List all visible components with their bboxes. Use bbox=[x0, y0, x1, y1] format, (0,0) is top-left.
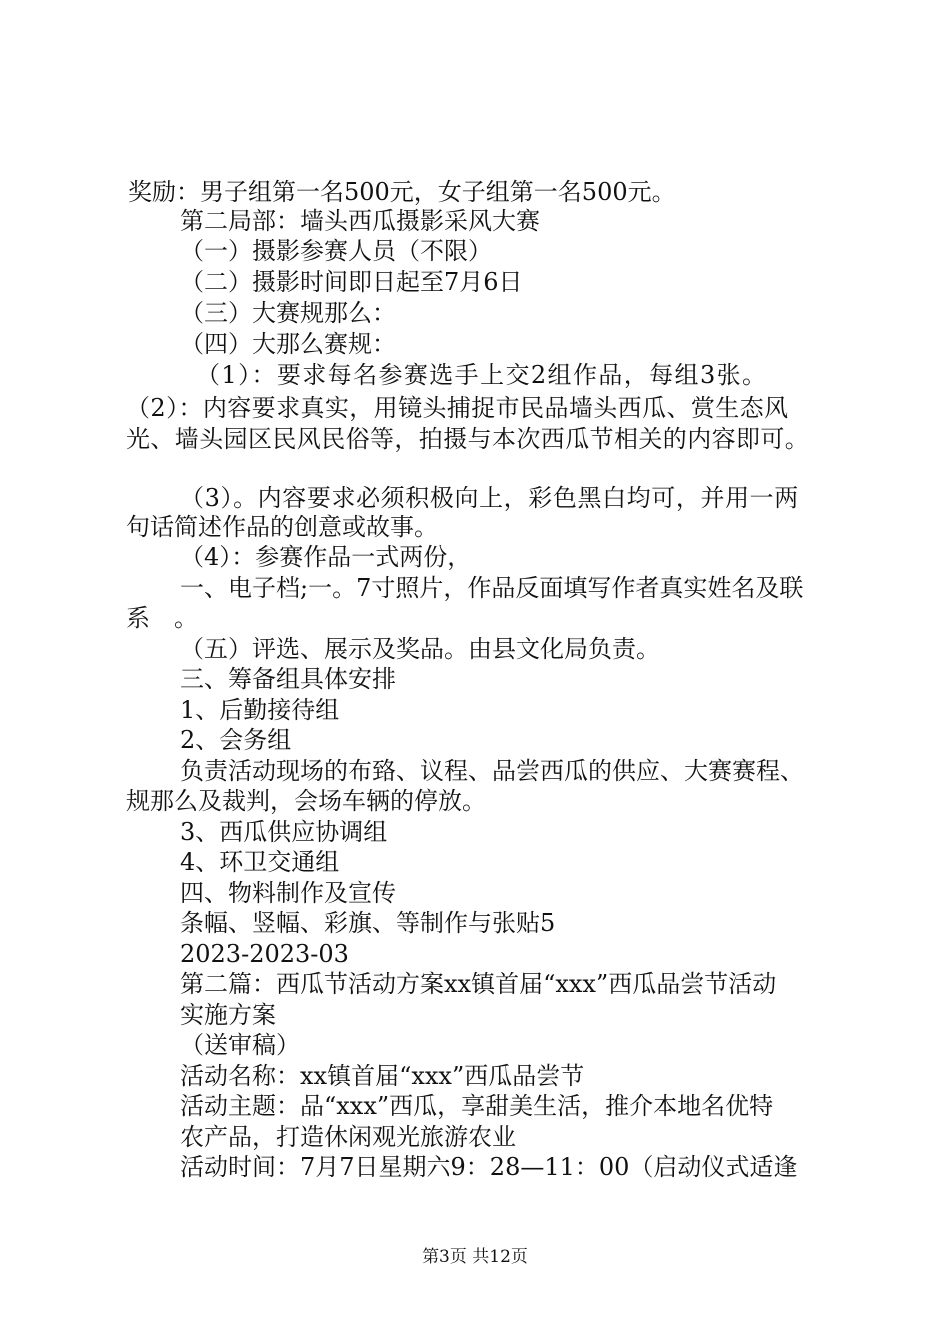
body-line: （1）：要求每名参赛选手上交2组作品，每组3张。 bbox=[196, 361, 768, 389]
body-line: 1、后勤接待组 bbox=[180, 696, 340, 724]
body-line: （四）大那么赛规： bbox=[180, 330, 396, 358]
body-line: 负责活动现场的布臵、议程、品尝西瓜的供应、大赛赛程、 bbox=[180, 757, 804, 785]
body-line: 条幅、竖幅、彩旗、等制作与张贴5 bbox=[180, 909, 556, 937]
body-line: 第二篇：西瓜节活动方案xx镇首届“xxx”西瓜品尝节活动 bbox=[180, 970, 777, 998]
body-line: （3）。内容要求必须积极向上，彩色黑白均可，并用一两 bbox=[180, 484, 799, 512]
body-line: 四、物料制作及宣传 bbox=[180, 879, 396, 907]
body-line: 2、会务组 bbox=[180, 726, 292, 754]
body-line: （送审稿） bbox=[180, 1031, 300, 1059]
body-line: 句话简述作品的创意或故事。 bbox=[126, 513, 438, 541]
body-line: 农产品，打造休闲观光旅游农业 bbox=[180, 1123, 516, 1151]
body-line: 2023-2023-03 bbox=[180, 940, 349, 968]
body-line: 活动时间：7月7日星期六9：28—11：00（启动仪式适逢 bbox=[180, 1153, 798, 1181]
body-line: 4、环卫交通组 bbox=[180, 848, 340, 876]
body-line: 3、西瓜供应协调组 bbox=[180, 818, 388, 846]
body-line: 活动名称：xx镇首届“xxx”西瓜品尝节 bbox=[180, 1062, 585, 1090]
body-line: （一）摄影参赛人员（不限） bbox=[180, 237, 492, 265]
body-line: 系 。 bbox=[126, 604, 198, 632]
body-line: （4）：参赛作品一式两份， bbox=[180, 543, 472, 571]
body-line: 三、筹备组具体安排 bbox=[180, 665, 396, 693]
body-line: （五）评选、展示及奖品。由县文化局负责。 bbox=[180, 635, 660, 663]
body-line: 实施方案 bbox=[180, 1001, 276, 1029]
body-line: 光、墙头园区民风民俗等，拍摄与本次西瓜节相关的内容即可。 bbox=[126, 425, 810, 453]
body-line: （三）大赛规那么： bbox=[180, 299, 396, 327]
body-line: 第二局部：墙头西瓜摄影采风大赛 bbox=[180, 207, 540, 235]
body-line: 规那么及裁判，会场车辆的停放。 bbox=[126, 787, 486, 815]
body-line: 活动主题：品“xxx”西瓜，享甜美生活，推介本地名优特 bbox=[180, 1092, 774, 1120]
body-line: 一、电子档;一。7寸照片，作品反面填写作者真实姓名及联 bbox=[180, 574, 804, 602]
body-line: 奖励：男子组第一名500元，女子组第一名500元。 bbox=[128, 178, 676, 206]
body-line: （2）：内容要求真实，用镜头捕捉市民品墙头西瓜、赏生态风 bbox=[126, 394, 789, 422]
page-number-footer: 第3页 共12页 bbox=[422, 1247, 528, 1267]
body-line: （二）摄影时间即日起至7月6日 bbox=[180, 268, 523, 296]
